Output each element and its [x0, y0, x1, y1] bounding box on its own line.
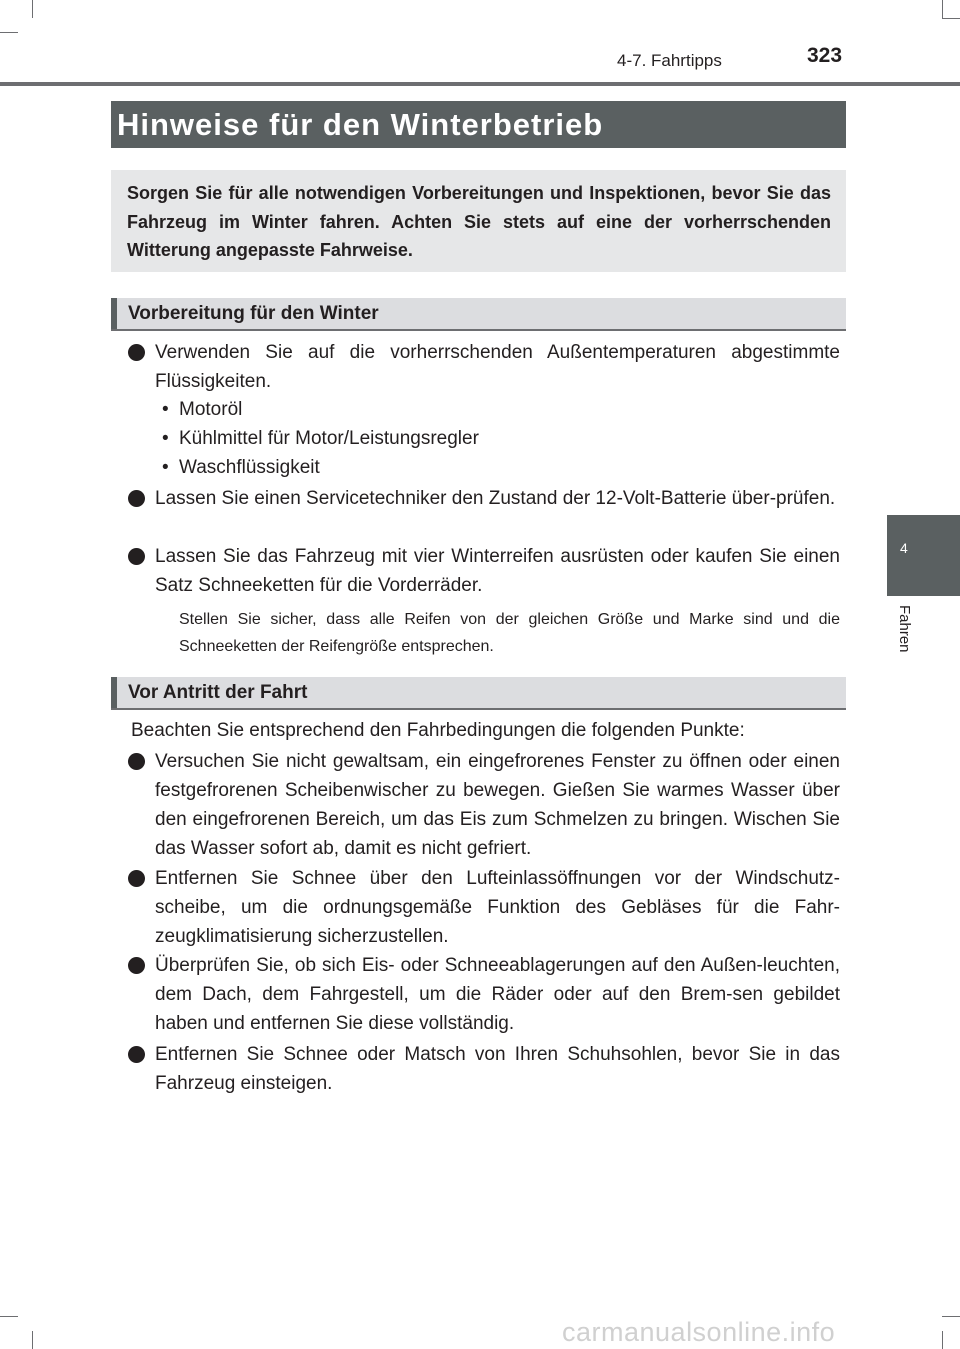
sub-list-item	[162, 395, 242, 424]
note-text: Stellen Sie sicher, dass alle Reifen von der gleichen Größe und Marke sind und die Schneeketten der Reifengröße entsprechen.	[179, 611, 840, 655]
list-item-text: Lassen Sie einen Servicetechniker den Zustand der 12-Volt-Batterie über-prüfen.	[155, 488, 836, 509]
bullet-icon	[128, 753, 145, 770]
crop-mark	[942, 1316, 960, 1317]
list-item-text: Lassen Sie das Fahrzeug mit vier Winterreifen ausrüsten oder kaufen Sie einen Satz Schneeketten für die Vorderräder.	[155, 546, 840, 596]
header-rule	[0, 82, 960, 86]
crop-mark	[942, 18, 960, 19]
list-item-text: Versuchen Sie nicht gewaltsam, ein eingefrorenes Fenster zu öffnen oder einen festgefrorenen Scheibenwischer zu bewegen. Gießen Sie warmes Wasser über den eingefrorenen Bereich, um das Eis zum Schmelzen zu bringen. Wischen Sie das Wasser sofort ab, damit es nicht gefriert.	[155, 751, 840, 859]
sub-bullet-icon: •	[162, 399, 169, 420]
list-item-text: Überprüfen Sie, ob sich Eis- oder Schneeablagerungen auf den Außen-leuchten, dem Dach, dem Fahrgestell, um die Räder oder auf den Brem-sen gebildet haben und entfernen Sie diese vollständig.	[155, 955, 840, 1034]
section-heading-winter-prep	[111, 298, 846, 331]
chapter-label-text: Fahren	[896, 605, 913, 653]
crop-mark	[0, 1316, 18, 1317]
bullet-icon	[128, 344, 145, 361]
list-item-text: Entfernen Sie Schnee über den Lufteinlassöffnungen vor der Windschutz-scheibe, um die ordnungsgemäße Funktion des Gebläses für die Fahr-zeugklimatisierung sicherzustellen.	[155, 868, 840, 947]
page-title-bar	[111, 101, 846, 148]
header-section: 4-7. Fahrtipps	[617, 51, 722, 70]
sub-list-item-text: Motoröl	[179, 399, 243, 420]
sub-bullet-icon: •	[162, 457, 169, 478]
crop-mark	[32, 1331, 33, 1349]
page-title: Hinweise für den Winterbetrieb	[117, 107, 604, 142]
intro-box	[111, 170, 846, 272]
chapter-tab	[887, 515, 960, 596]
sub-list-item-text: Kühlmittel für Motor/Leistungsregler	[179, 428, 479, 449]
crop-mark	[942, 0, 943, 18]
crop-mark	[0, 32, 18, 33]
crop-mark	[32, 0, 33, 18]
bullet-icon	[128, 548, 145, 565]
chapter-label	[895, 605, 925, 665]
intro-text: Sorgen Sie für alle notwendigen Vorbereitungen und Inspektionen, bevor Sie das Fahrzeug im Winter fahren. Achten Sie stets auf eine der vorherrschenden Witterung angepasste Fahrweise.	[127, 183, 831, 260]
section-heading-before-driving	[111, 677, 846, 710]
list-item-text: Verwenden Sie auf die vorherrschenden Außentemperaturen abgestimmte Flüssigkeiten.	[155, 342, 840, 392]
page-number: 323	[807, 44, 843, 67]
sub-list-item	[162, 424, 479, 453]
bullet-icon	[128, 490, 145, 507]
chapter-number: 4	[900, 540, 908, 556]
crop-mark	[942, 1331, 943, 1349]
bullet-icon	[128, 957, 145, 974]
sub-list-item	[162, 453, 320, 482]
watermark-text: carmanualsonline.info	[562, 1317, 836, 1347]
section-heading-text: Vorbereitung für den Winter	[128, 303, 379, 324]
list-item-text: Entfernen Sie Schnee oder Matsch von Ihren Schuhsohlen, bevor Sie in das Fahrzeug einsteigen.	[155, 1044, 840, 1094]
bullet-icon	[128, 870, 145, 887]
section-lead-text: Beachten Sie entsprechend den Fahrbedingungen die folgenden Punkte:	[131, 720, 745, 741]
sub-list-item-text: Waschflüssigkeit	[179, 457, 320, 478]
sub-bullet-icon: •	[162, 428, 169, 449]
section-heading-text: Vor Antritt der Fahrt	[128, 682, 308, 703]
bullet-icon	[128, 1046, 145, 1063]
